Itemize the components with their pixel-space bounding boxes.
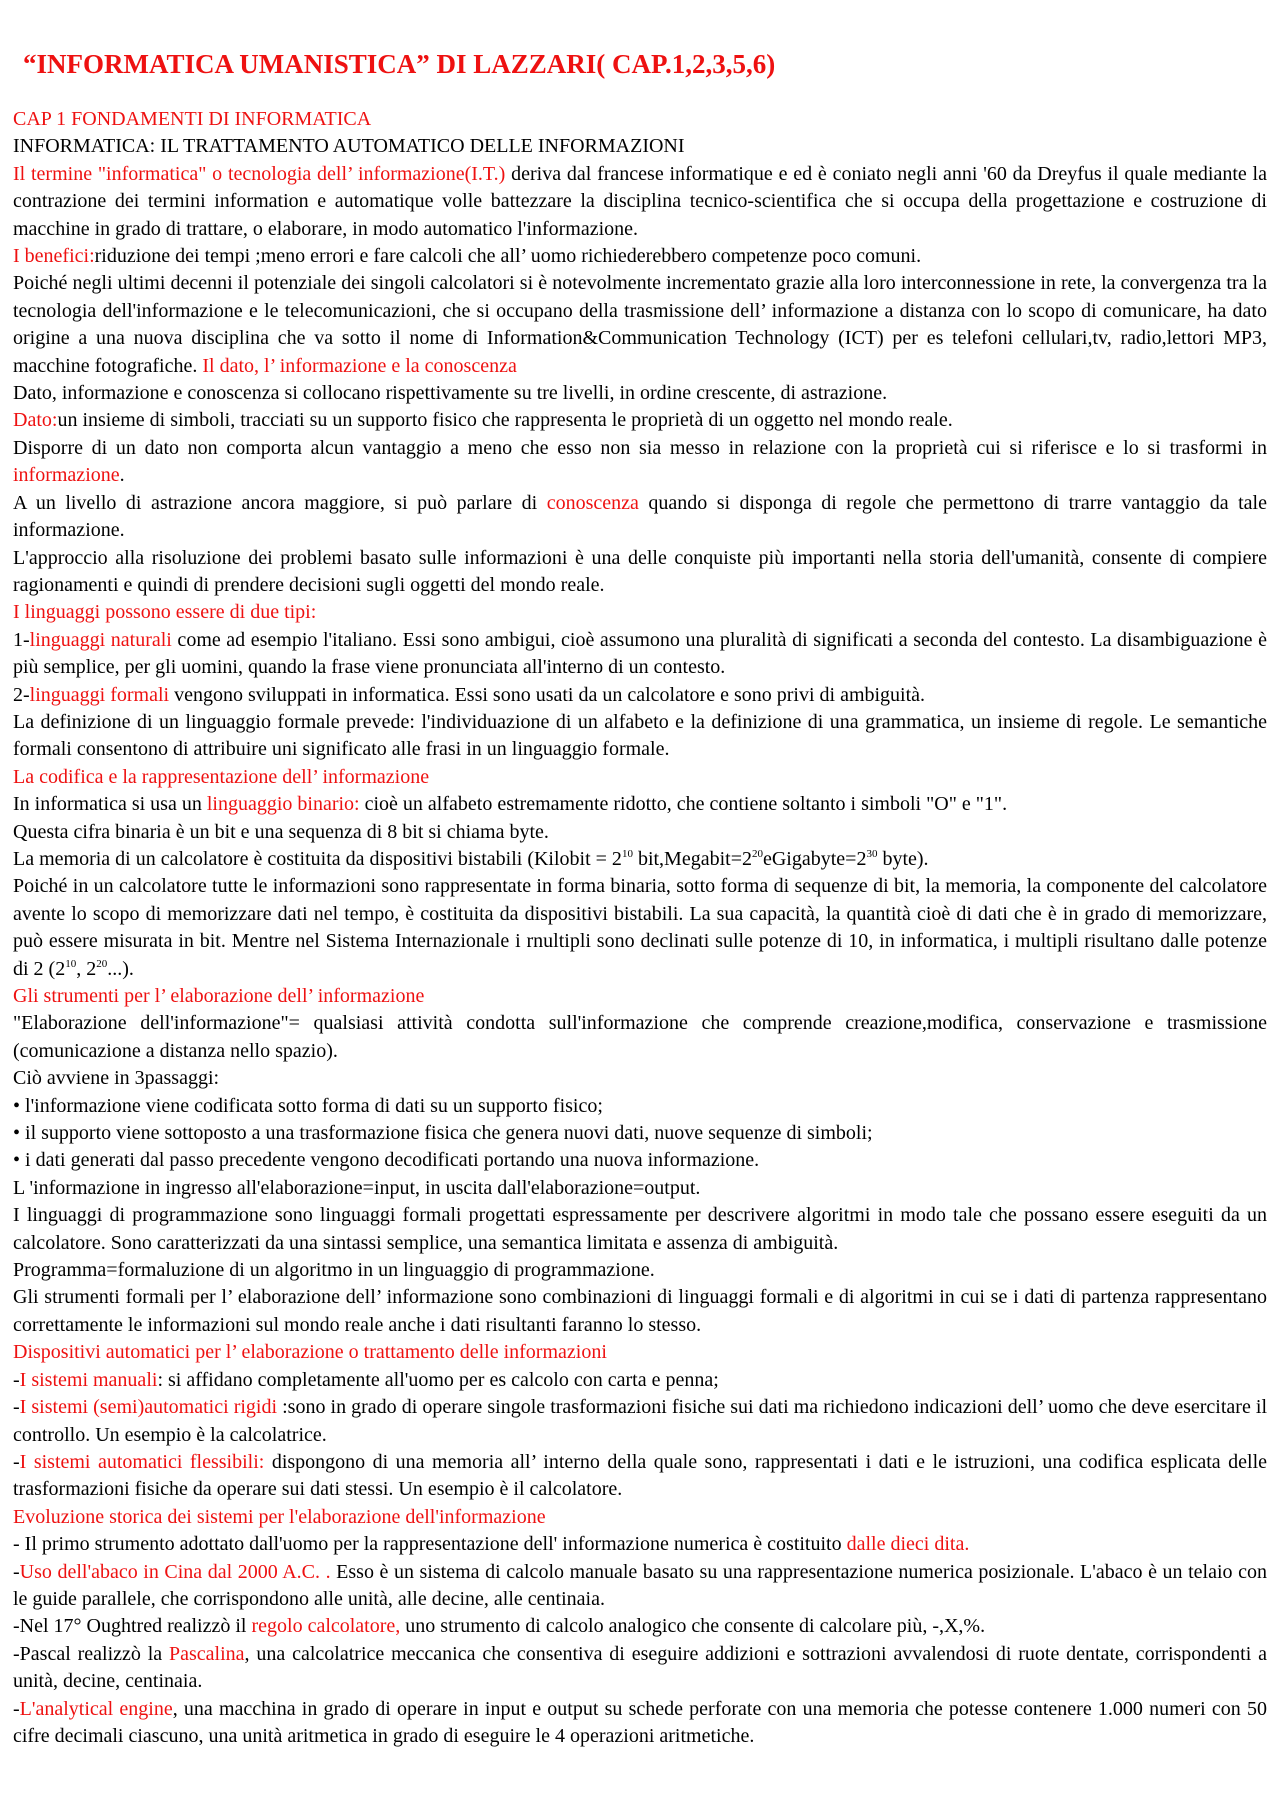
text-run: - Il primo strumento adottato dall'uomo per la rappresentazione dell' informazione numerica è costituito	[13, 1533, 847, 1556]
paragraph-pascaline	[13, 1641, 1267, 1696]
paragraph-abacus	[13, 1559, 1267, 1614]
paragraph-rigid-systems	[13, 1394, 1267, 1449]
text-run: eGigabyte=2	[762, 847, 867, 870]
text-run: -	[13, 1560, 20, 1583]
highlight-text: Dispositivi automatici per l’ elaborazione o trattamento delle informazioni	[13, 1341, 607, 1364]
heading-tools	[13, 983, 1267, 1010]
text-run: Disporre di un dato non comporta alcun vantaggio a meno che esso non sia messo in relazione con la proprietà cui si riferisce e lo si trasformi in	[13, 436, 1267, 459]
paragraph-natural-languages	[13, 627, 1267, 682]
highlight-text: Pascalina	[169, 1642, 245, 1665]
highlight-text: linguaggi formali	[29, 683, 170, 706]
text-run: Esso è un sistema di calcolo manuale basato su una rappresentazione numerica posizionale. L'abaco è un telaio con le guide parallele, che corrispondono alle unità, alle decine, alle centinaia.	[13, 1560, 1267, 1610]
bullet-step-3	[13, 1147, 1267, 1174]
text-run: L 'informazione in ingresso all'elaborazione=input, in uscita dall'elaborazione=output.	[13, 1176, 701, 1199]
superscript: 10	[621, 847, 633, 860]
highlight-text: Gli strumenti per l’ elaborazione dell’ informazione	[13, 985, 425, 1007]
paragraph-benefits	[13, 243, 1267, 270]
paragraph-formal-languages	[13, 682, 1267, 709]
paragraph-levels	[13, 380, 1267, 407]
highlight-text: I benefici:	[13, 245, 95, 268]
text-run: Poiché in un calcolatore tutte le informazioni sono rappresentate in forma binaria, sotto forma di sequenze di bit, la memoria, la componente del calcolatore avente lo scopo di memorizzare dati nel tempo, è costituita da dispositivi bistabili. La sua capacità, la quantità cioè di dati che è in grado di memorizzare, può essere misurata in bit. Mentre nel Sistema Internazionale i rnultipli sono declinati sulle potenze di 10, in informatica, i multipli risultano dalle potenze di 2 (2	[13, 875, 1267, 980]
text-run: vengono sviluppati in informatica. Essi sono usati da un calcolatore e sono privi di ambiguità.	[169, 683, 926, 706]
superscript: 10	[65, 957, 77, 970]
text-run: quando si disponga di regole che permettono di trarre vantaggio da tale informazione.	[13, 491, 1267, 542]
text-run: , 2	[76, 957, 97, 980]
text-run: La definizione di un linguaggio formale prevede: l'individuazione di un alfabeto e la definizione di una grammatica, un insieme di regole. Le semantiche formali consentono di attribuire uni significato alle frasi in un linguaggio formale.	[13, 710, 1267, 761]
paragraph-manual-systems	[13, 1367, 1267, 1394]
text-run: Poiché negli ultimi decenni il potenziale dei singoli calcolatori si è notevolmente incrementato grazie alla loro interconnessione in rete, la convergenza tra la tecnologia dell'informazione e le telecomunicazioni, che si occupano della trasmissione dell’ informazione a distanza con lo scopo di comunicare, ha dato origine a una nuova disciplina che va sotto il nome di Information&Communication Technology (ICT) per es telefoni cellulari,tv, radio,lettori MP3, macchine fotografiche.	[13, 272, 1267, 377]
highlight-text: I sistemi manuali	[19, 1368, 158, 1391]
paragraph-programming-languages	[13, 1202, 1267, 1257]
paragraph-formal-definition	[13, 709, 1267, 764]
text-run: Questa cifra binaria è un bit e una sequenza di 8 bit si chiama byte.	[13, 820, 549, 843]
text-run: il supporto viene sottoposto a una trasformazione fisica che genera nuovi dati, nuove sequenze di simboli;	[25, 1122, 873, 1145]
text-run: .	[119, 464, 125, 487]
paragraph-input-output	[13, 1175, 1267, 1202]
highlight-text: Uso dell'abaco in Cina dal 2000 A.C. .	[19, 1560, 331, 1583]
text-run: Programma=formaluzione di un algoritmo in un linguaggio di programmazione.	[13, 1259, 655, 1282]
paragraph-fingers	[13, 1531, 1267, 1558]
paragraph-formal-tools	[13, 1284, 1267, 1339]
text-run: -	[13, 1697, 20, 1720]
heading-history	[13, 1504, 1267, 1531]
text-run: INFORMATICA: IL TRATTAMENTO AUTOMATICO DELLE INFORMAZIONI	[13, 135, 685, 158]
paragraph-bit-byte	[13, 819, 1267, 846]
text-run: , una calcolatrice meccanica che consentiva di eseguire addizioni e sottrazioni avvalendosi di ruote dentate, corrispondenti a unità, decine, centinaia.	[13, 1642, 1268, 1693]
highlight-text: conoscenza	[546, 491, 639, 514]
text-run: A un livello di astrazione ancora maggiore, si può parlare di	[13, 491, 547, 514]
paragraph-multiples	[13, 873, 1267, 983]
bullet-step-1	[13, 1093, 1267, 1120]
paragraph-elaboration	[13, 1010, 1267, 1065]
text-run: Ciò avviene in 3passaggi:	[13, 1067, 220, 1090]
superscript: 30	[866, 847, 878, 860]
highlight-text: I sistemi automatici flessibili:	[19, 1450, 265, 1473]
text-run: -	[13, 1450, 20, 1473]
text-run: La memoria di un calcolatore è costituita da dispositivi bistabili (Kilobit = 2	[13, 847, 622, 870]
highlight-text: Dato:	[13, 409, 58, 432]
superscript: 20	[751, 847, 763, 860]
paragraph-ict	[13, 270, 1267, 380]
text-run: 1-	[13, 628, 30, 651]
heading-languages	[13, 599, 1267, 626]
text-run: : si affidano completamente all'uomo per es calcolo con carta e penna;	[157, 1368, 719, 1391]
highlight-text: Il dato, l’ informazione e la conoscenza	[202, 354, 517, 377]
text-run: byte).	[877, 847, 929, 870]
paragraph-informazione	[13, 435, 1267, 490]
text-run: i dati generati dal passo precedente vengono decodificati portando una nuova informazione.	[25, 1149, 760, 1172]
text-run: uno strumento di calcolo analogico che consente di calcolare più, -,X,%.	[400, 1615, 986, 1638]
text-run: cioè un alfabeto estremamente ridotto, che contiene soltanto i simboli "O" e "1".	[359, 793, 1008, 816]
heading-devices	[13, 1339, 1267, 1366]
text-run: :sono in grado di operare singole trasformazioni fisiche sui dati ma richiedono indicazioni dell’ uomo che deve esercitare il controllo. Un esempio è la calcolatrice.	[13, 1396, 1268, 1446]
text-run: "Elaborazione dell'informazione"= qualsiasi attività condotta sull'informazione che comprende creazione,modifica, conservazione e trasmissione (comunicazione a distanza nello spazio).	[13, 1012, 1267, 1062]
paragraph-memory	[13, 846, 1267, 873]
text-run: , una macchina in grado di operare in input e output su schede perforate con una memoria che potesse contenere 1.000 numeri con 50 cifre decimali ciascuno, una unità aritmetica in grado di eseguire le 4 operazioni aritmetiche.	[13, 1697, 1267, 1747]
highlight-text: Il termine "informatica" o tecnologia dell’ informazione(I.T.)	[13, 162, 506, 185]
paragraph-approach	[13, 545, 1267, 600]
paragraph-origin	[13, 161, 1267, 243]
paragraph-conoscenza	[13, 490, 1267, 545]
text-run: come ad esempio l'italiano. Essi sono ambigui, cioè assumono una pluralità di significati a seconda del contesto. La disambiguazione è più semplice, per gli uomini, quando la frase viene pronunciata all'interno di un contesto.	[13, 628, 1267, 679]
text-run: bit,Megabit=2	[632, 847, 752, 870]
text-run: l'informazione viene codificata sotto forma di dati su un supporto fisico;	[25, 1094, 603, 1117]
chapter-heading	[13, 106, 1267, 133]
highlight-text: I linguaggi possono essere di due tipi:	[13, 601, 317, 624]
superscript: 20	[96, 957, 108, 970]
text-run: -	[13, 1396, 20, 1419]
highlight-text: dalle dieci dita.	[846, 1533, 970, 1556]
paragraph-program	[13, 1257, 1267, 1284]
highlight-text: informazione	[13, 464, 120, 487]
document-body	[13, 106, 1267, 1750]
paragraph-slide-rule	[13, 1613, 1267, 1640]
paragraph-dato	[13, 407, 1267, 434]
text-run: L'approccio alla risoluzione dei problemi basato sulle informazioni è una delle conquiste più importanti nella storia dell'umanità, consente di compiere ragionamenti e quindi di prendere decisioni sugli oggetti del mondo reale.	[13, 546, 1267, 596]
paragraph-analytical-engine	[13, 1696, 1267, 1751]
highlight-text: linguaggi naturali	[29, 628, 172, 651]
heading-encoding	[13, 764, 1267, 791]
text-run: Dato, informazione e conoscenza si collocano rispettivamente su tre livelli, in ordine crescente, di astrazione.	[13, 382, 888, 405]
text-run: 2-	[13, 683, 30, 706]
highlight-text: linguaggio binario:	[206, 793, 360, 816]
text-run: Gli strumenti formali per l’ elaborazione dell’ informazione sono combinazioni di linguaggi formali e di algoritmi in cui se i dati di partenza rappresentano correttamente le informazioni sul mondo reale anche i dati risultanti faranno lo stesso.	[13, 1286, 1267, 1336]
text-run: deriva dal francese informatique e ed è coniato negli anni '60 da Dreyfus il quale mediante la contrazione dei termini information e automatique volle battezzare la disciplina tecnico-scientifica che si occupa della progettazione e costruzione di macchine in grado di trattare, o elaborare, in modo automatico l'informazione.	[13, 162, 1267, 240]
section-subtitle	[13, 133, 1267, 160]
document-title: “INFORMATICA UMANISTICA” DI LAZZARI( CAP.1,2,3,5,6)	[23, 49, 776, 79]
text-run: ...).	[107, 957, 134, 980]
text-run: -	[13, 1368, 20, 1391]
highlight-text: CAP 1 FONDAMENTI DI INFORMATICA	[13, 108, 372, 130]
highlight-text: I sistemi (semi)automatici rigidi	[19, 1396, 278, 1419]
text-run: dispongono di una memoria all’ interno della quale sono, rappresentati i dati e le istruzioni, una codifica esplicata delle trasformazioni fisiche da operare sui dati stessi. Un esempio è il calcolatore.	[13, 1450, 1268, 1501]
text-run: riduzione dei tempi ;meno errori e fare calcoli che all’ uomo richiederebbero competenze poco comuni.	[94, 245, 922, 268]
highlight-text: La codifica e la rappresentazione dell’ informazione	[13, 765, 430, 788]
highlight-text: regolo calcolatore,	[251, 1615, 401, 1638]
text-run: I linguaggi di programmazione sono linguaggi formali progettati espressamente per descrivere algoritmi in modo tale che possano essere eseguiti da un calcolatore. Sono caratterizzati da una sintassi semplice, una semantica limitata e assenza di ambiguità.	[13, 1204, 1267, 1254]
text-run: un insieme di simboli, tracciati su un supporto fisico che rappresenta le proprietà di un oggetto nel mondo reale.	[57, 409, 953, 432]
text-run: -Pascal realizzò la	[13, 1642, 170, 1665]
text-run: -Nel 17° Oughtred realizzò il	[13, 1615, 252, 1638]
highlight-text: Evoluzione storica dei sistemi per l'elaborazione dell'informazione	[13, 1505, 546, 1528]
bullet-step-2	[13, 1120, 1267, 1147]
text-run: In informatica si usa un	[13, 793, 207, 816]
paragraph-steps	[13, 1065, 1267, 1092]
highlight-text: L'analytical engine	[19, 1697, 173, 1720]
paragraph-flexible-systems	[13, 1449, 1267, 1504]
paragraph-binary	[13, 791, 1267, 818]
